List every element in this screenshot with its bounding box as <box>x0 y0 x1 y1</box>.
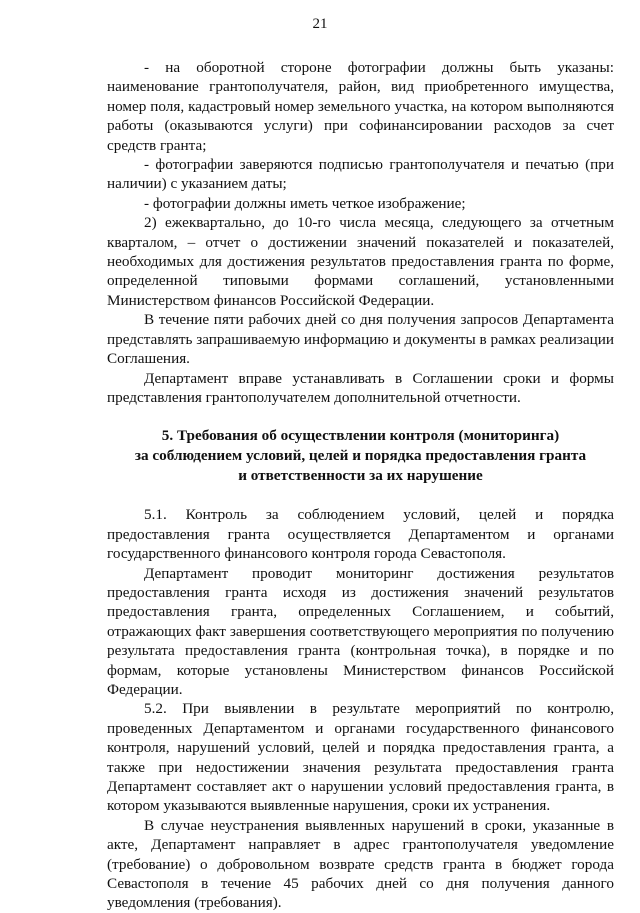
paragraph-5-2: 5.2. При выявлении в результате мероприятий по контролю, проведенных Департаментом и органами государственного финансового контроля, нарушений условий, целей и порядка предоставления гранта, а также при недостижении значения результата предоставления гранта Департамент составляет акт о нарушении условий предоставления гранта, в котором указываются выявленные нарушения, сроки их устранения. <box>107 700 614 815</box>
section-heading-line-3: и ответственности за их нарушение <box>238 467 483 485</box>
section-heading-line-2: за соблюдением условий, целей и порядка предоставления гранта <box>134 447 587 465</box>
section-heading <box>107 426 614 486</box>
page-number: 21 <box>312 16 328 32</box>
paragraph-photo-quality: - фотографии должны иметь четкое изображение; <box>144 194 466 212</box>
paragraph-photo-back-side: - на оборотной стороне фотографии должны быть указаны: наименование грантополучателя, район, вид приобретенного имущества, номер поля, кадастровый номер земельного участка, на котором выполняются работы (оказываются услуги) при софинансировании расходов за счет средств гранта; <box>107 59 614 154</box>
paragraph-five-days: В течение пяти рабочих дней со дня получения запросов Департамента представлять запрашиваемую информацию и документы в рамках реализации Соглашения. <box>107 311 614 368</box>
paragraph-refund-notice: В случае неустранения выявленных нарушений в сроки, указанные в акте, Департамент направляет в адрес грантополучателя уведомление (требование) о добровольном возврате средств гранта в бюджет города Севастополя в течение 45 рабочих дней со дня получения данного уведомления (требования). <box>107 816 614 912</box>
paragraph-photo-certification: - фотографии заверяются подписью грантополучателя и печатью (при наличии) с указанием даты; <box>107 156 614 193</box>
document-body <box>107 58 614 913</box>
paragraph-monitoring: Департамент проводит мониторинг достижения результатов предоставления гранта исходя из достижения значений результатов предоставления гранта, определенных Соглашением, и событий, отражающих факт завершения соответствующего мероприятия по получению результата предоставления гранта (контрольная точка), в порядке и по формам, которые установлены Министерством финансов Российской Федерации. <box>107 564 614 698</box>
paragraph-additional-reporting: Департамент вправе устанавливать в Соглашении сроки и формы представления грантополучателем дополнительной отчетности. <box>107 369 614 406</box>
paragraph-5-1: 5.1. Контроль за соблюдением условий, целей и порядка предоставления гранта осуществляется Департаментом и органами государственного финансового контроля города Севастополя. <box>107 506 614 563</box>
section-heading-line-1: 5. Требования об осуществлении контроля (мониторинга) <box>161 427 560 445</box>
paragraph-quarterly-report: 2) ежеквартально, до 10-го числа месяца, следующего за отчетным кварталом, – отчет о достижении значений показателей и показателей, необходимых для достижения результатов предоставления гранта по форме, определенной типовыми формами соглашений, установленными Министерством финансов Российской Федерации. <box>107 214 614 309</box>
